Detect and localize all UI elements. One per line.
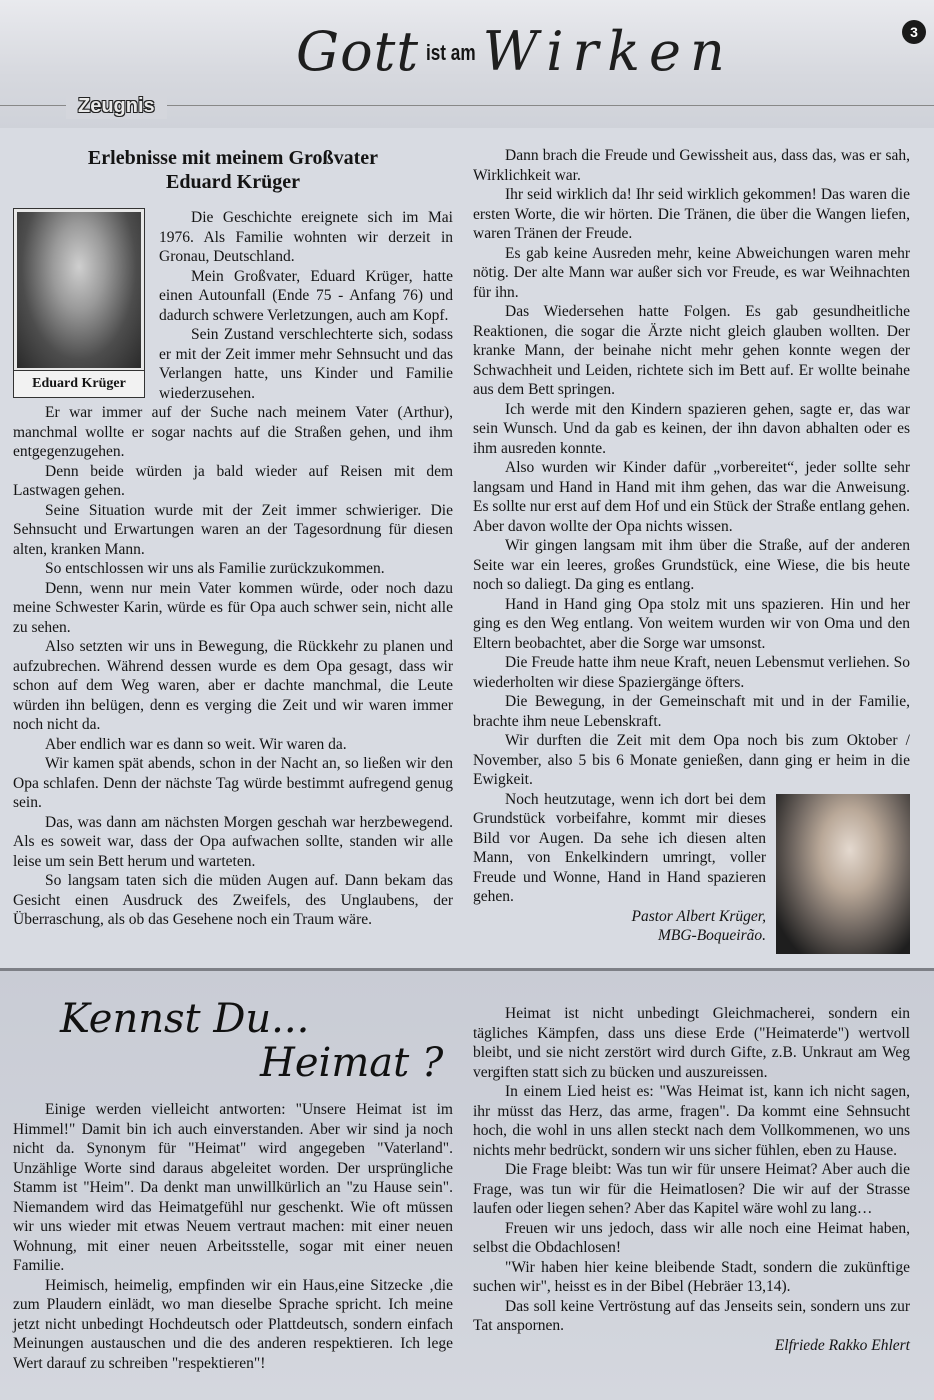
paragraph: Mein Großvater, Eduard Krüger, hatte einen Autounfall (Ende 75 - Anfang 76) und dadurch schwere Verletzungen, auch am Kopf.	[159, 267, 453, 324]
paragraph: Noch heutzutage, wenn ich dort bei dem Grundstück vorbeifahre, kommt mir dieses Bild vor Augen. Da sehe ich diesen alten Mann, von Enkelkindern umringt, voller Freude und Wonne, Hand in Hand spazieren gehen.	[473, 790, 766, 905]
section-tag: Zeugnis	[66, 93, 167, 119]
author-photo	[776, 794, 910, 954]
paragraph: Denn beide würden ja bald wieder auf Reisen mit dem Lastwagen gehen.	[13, 462, 453, 499]
paragraph: Das Wiedersehen hatte Folgen. Es gab gesundheitliche Reaktionen, die sogar die Ärzte nicht gleich glauben wollten. Der kranke Mann, der beinahe nicht mehr gehen konnte wegen der Schwachheit und Leiden, richtete sich im Bett auf. Er wollte beinahe aus dem Bett springen.	[473, 303, 910, 398]
article1-title-line1: Erlebnisse mit meinem Großvater	[87, 147, 379, 169]
article1-right-column	[473, 146, 910, 958]
masthead-word-wirken: Wirken	[482, 20, 734, 83]
paragraph: Das, was dann am nächsten Morgen geschah war herzbewegend. Als es soweit war, dass der Opa aufwachen sollte, standen wir alle leise um sein Bett herum und warteten.	[13, 813, 453, 870]
paragraph: So langsam taten sich die müden Augen auf. Dann bekam das Gesicht einen Ausdruck des Zweifels, des Unglaubens, der Überraschung, als ob das Gesehene noch ein Traum wäre.	[13, 872, 453, 928]
paragraph: Er war immer auf der Suche nach meinem Vater (Arthur), manchmal wollte er sogar nachts auf die Straßen gehen, und ihm entgegenzugehen.	[13, 404, 453, 460]
paragraph: In einem Lied heist es: "Was Heimat ist, kann ich nicht sagen, ihr müsst das Herz, das arme, fragen". Da kommt eine Sehnsucht hoch, die wohl in uns allen steckt nach dem Vollkommenen, wo uns nichts mehr bedrückt, sondern wir uns sicher fühlen, eben zu Hause.	[473, 1083, 910, 1159]
paragraph: Das soll keine Vertröstung auf das Jenseits sein, sondern uns zur Tat anspornen.	[473, 1297, 910, 1334]
paragraph: Heimisch, heimelig, empfinden wir ein Haus,eine Sitzecke ‚die zum Plaudern einlädt, wo man dieselbe Sprache spricht. Ich meine jetzt nicht unbedingt Hochdeutsch oder Plattdeutsch, sondern einfach Meinungen austauschen und die des anderen respektieren. Ich lege Wert darauf zu schreiben "respektieren"!	[13, 1276, 453, 1372]
article2-title-line1: Kennst Du...	[60, 996, 310, 1042]
paragraph: Wir durften die Zeit mit dem Opa noch bis zum Oktober / November, also 5 bis 6 Monate genießen, dann ging er heim in die Ewigkeit.	[473, 732, 910, 788]
signature-line2: MBG-Boqueirão.	[657, 927, 766, 944]
section-divider	[0, 968, 934, 971]
signature: Elfriede Rakko Ehlert	[774, 1336, 910, 1354]
paragraph: Heimat ist nicht unbedingt Gleichmacherei, sondern ein tägliches Kämpfen, dass uns diese Erde ("Heimaterde") wertvoll bleibt, und sie nicht zerstört wird durch Gifte, z.B. Unkraut am Weg vergiften statt sich zu bücken und auszureissen.	[473, 1005, 910, 1081]
paragraph: Dann brach die Freude und Gewissheit aus, dass das, was er sah, Wirklichkeit war.	[473, 147, 910, 184]
paragraph: Also wurden wir Kinder dafür „vorbereitet“, jeder sollte sehr langsam und Hand in Hand mit ihm gehen, das war die Anweisung. Es sollte nur erst auf dem Hof und ein Stück der Straße entlang gehen. Aber davon wollte der Opa nichts wissen.	[473, 459, 910, 535]
portrait-image	[17, 212, 141, 368]
article1-title-line2: Eduard Krüger	[166, 171, 300, 193]
paragraph: Sein Zustand verschlechterte sich, sodass er mit der Zeit immer mehr Sehnsucht und das Verlangen hatte, uns Kinder und Familie wiederzusehen.	[159, 326, 453, 402]
paragraph: Einige werden vielleicht antworten: "Unsere Heimat ist im Himmel!" Damit bin ich auch einverstanden. Aber wir sind ja noch nicht da. Synonym für "Heimat" wird angegeben "Vaterland". Unzählige Worte sind daraus abgeleitet worden. Der ursprüngliche Stamm ist "Heim". Da denkt man unwillkürlich an "zu Hause sein". Niemandem wird das Heimatgefühl nur geschenkt. Wie oft müssen wir uns wieder mit etwas Neuem vertraut machen: mit einer neuen Wohnung, mit einer neuen Arbeitsstelle, sogar mit einer neuen Familie.	[13, 1101, 453, 1274]
paragraph: Ihr seid wirklich da! Ihr seid wirklich gekommen! Das waren die ersten Worte, die wir hörten. Die Tränen, die über die Wangen liefen, waren Tränen der Freude.	[473, 186, 910, 242]
paragraph: So entschlossen wir uns als Familie zurückzukommen.	[45, 560, 385, 577]
signature-line1: Pastor Albert Krüger,	[631, 907, 766, 925]
paragraph: Die Freude hatte ihm neue Kraft, neuen Lebensmut verliehen. So wiederholten wir diese Spaziergänge öfters.	[473, 654, 910, 691]
grandfather-photo	[13, 208, 145, 398]
paragraph: Aber endlich war es dann so weit. Wir waren da.	[45, 735, 347, 753]
photo-caption: Eduard Krüger	[14, 370, 144, 397]
paragraph: Die Bewegung, in der Gemeinschaft mit und in der Familie, brachte ihm neue Lebenskraft.	[473, 693, 910, 730]
article1-left-column	[13, 146, 453, 930]
page-header	[0, 0, 934, 128]
paragraph: Die Frage bleibt: Was tun wir für unsere Heimat? Aber auch die Frage, was tun wir für die Heimatlosen? Die wir auf der Strasse laufen oder liegen sehen? Aber das Kapitel wäre wohl zu lang…	[473, 1161, 910, 1217]
paragraph: Die Geschichte ereignete sich im Mai 1976. Als Familie wohnten wir derzeit in Gronau, Deutschland.	[159, 209, 453, 265]
masthead-word-gott: Gott	[296, 20, 420, 83]
paragraph: Ich werde mit den Kindern spazieren gehen, sagte er, das war sein Wunsch. Und da gab es keinen, der ihn davon abhalten oder es ihm ausreden konnte.	[473, 400, 910, 457]
paragraph: Hand in Hand ging Opa stolz mit uns spazieren. Hin und her ging es den Weg entlang. Von weitem wurden wir von Oma und den Eltern beobachtet, aber die Sorge war umsonst.	[473, 595, 910, 652]
paragraph: "Wir haben hier keine bleibende Stadt, sondern die zukünftige suchen wir", heisst es in der Bibel (Hebräer 13,14).	[473, 1258, 910, 1295]
paragraph: Wir kamen spät abends, schon in der Nacht an, so ließen wir den Opa schlafen. Denn der nächste Tag würde bestimmt aufregend genug sein.	[13, 755, 453, 811]
article2-title-line2: Heimat ?	[260, 1040, 444, 1086]
page-number: 3	[902, 20, 926, 44]
article2-title	[60, 996, 444, 1096]
paragraph: Wir gingen langsam mit ihm über die Straße, auf der anderen Seite war ein leeres, großes Grundstück, eine Wiese, die bis heute noch so daliegt. Da ging es entlang.	[473, 537, 910, 593]
paragraph: Denn, wenn nur mein Vater kommen würde, oder noch dazu meine Schwester Karin, würde es für Opa auch schwer sein, nicht alle zu sehen.	[13, 579, 453, 636]
masthead	[296, 20, 734, 100]
paragraph: Also setzten wir uns in Bewegung, die Rückkehr zu planen und aufzubrechen. Während dessen wurde es dem Opa gesagt, dass wir schon auf dem Weg waren, aber er dachte manchmal, die Leute würden ihn belügen, denn es verging die Zeit und wir waren immer noch nicht da.	[13, 638, 453, 733]
paragraph: Es gab keine Ausreden mehr, keine Abweichungen waren mehr nötig. Der alte Mann war außer sich vor Freude, es war Weihnachten für ihn.	[473, 244, 910, 301]
paragraph: Freuen wir uns jedoch, dass wir alle noch eine Heimat haben, selbst die Obdachlosen!	[473, 1219, 910, 1256]
article2-right-column	[473, 1004, 910, 1355]
masthead-word-ist-am: ist am	[426, 40, 476, 65]
article1-title	[13, 146, 453, 194]
paragraph: Seine Situation wurde mit der Zeit immer schwieriger. Die Sehnsucht und Erwartungen waren an der Tagesordnung für diesen alten, kranken Mann.	[13, 501, 453, 558]
article2-left-column	[13, 1100, 453, 1373]
